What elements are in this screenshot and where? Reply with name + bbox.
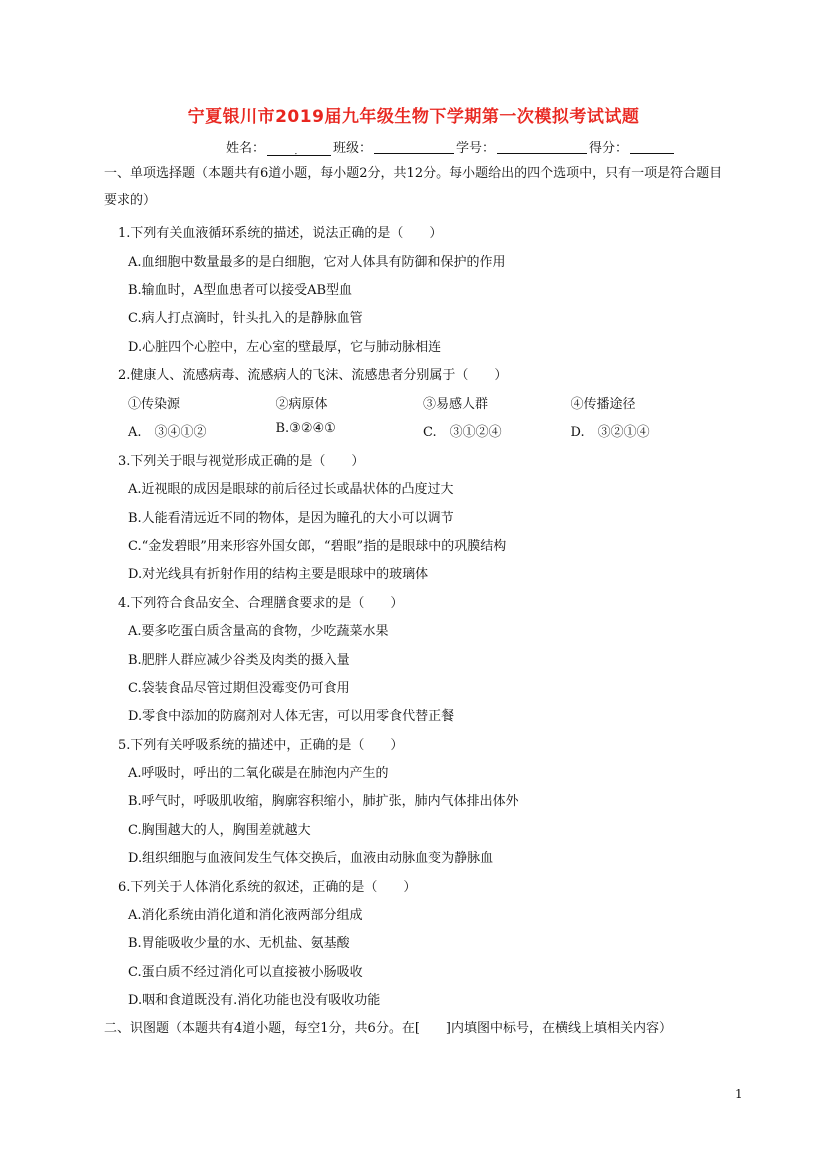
q4-option-a: A.要多吃蛋白质含量高的食物，少吃蔬菜水果 (128, 624, 389, 639)
q3-option-d: D.对光线具有折射作用的结构主要是眼球中的玻璃体 (128, 567, 429, 582)
q2-option-a: A. ③④①② (128, 425, 207, 440)
q2-item-2: ②病原体 (275, 397, 328, 412)
q6-stem: 6.下列关于人体消化系统的叙述，正确的是（ ） (118, 880, 417, 895)
q4-stem: 4.下列符合食品安全、合理膳食要求的是（ ） (118, 596, 404, 611)
name-blank-mark: ． (294, 147, 304, 157)
q5-option-a: A.呼吸时，呼出的二氧化碳是在肺泡内产生的 (128, 766, 389, 781)
section2-heading: 二、识图题（本题共有4道小题，每空1分，共6分。在[ ]内填图中标号，在横线上填相关内容） (104, 1021, 672, 1036)
section1-heading: 一、单项选择题（本题共有6道小题，每小题2分，共12分。每小题给出的四个选项中，只有一项是符合题目要求的） (104, 166, 723, 208)
name-blank[interactable] (267, 143, 331, 156)
q6-option-d: D.咽和食道既没有.消化功能也没有吸收功能 (128, 993, 381, 1008)
q5-stem: 5.下列有关呼吸系统的描述中，正确的是（ ） (118, 738, 404, 753)
q6-option-c: C.蛋白质不经过消化可以直接被小肠吸收 (128, 965, 363, 980)
q6-option-a: A.消化系统由消化道和消化液两部分组成 (128, 908, 363, 923)
q5-option-c: C.胸围越大的人，胸围差就越大 (128, 823, 311, 838)
q2-option-c: C. ③①②④ (423, 425, 502, 440)
q4-option-b: B.肥胖人群应减少谷类及肉类的摄入量 (128, 653, 350, 668)
q2-option-b: B.③②④① (275, 421, 336, 436)
q2-stem: 2.健康人、流感病毒、流感病人的飞沫、流感患者分别属于（ ） (118, 368, 508, 383)
number-blank[interactable] (497, 141, 587, 154)
q3-option-c: C.“金发碧眼”用来形容外国女郎，“碧眼”指的是眼球中的巩膜结构 (128, 539, 507, 554)
q1-stem: 1.下列有关血液循环系统的描述，说法正确的是（ ） (118, 226, 443, 241)
class-label: 班级： (333, 141, 373, 156)
score-blank[interactable] (630, 141, 674, 154)
page-title: 宁夏银川市2019届九年级生物下学期第一次模拟考试试题 (187, 107, 640, 127)
q1-option-d: D.心脏四个心腔中，左心室的壁最厚，它与肺动脉相连 (128, 340, 442, 355)
q6-option-b: B.胃能吸收少量的水、无机盐、氨基酸 (128, 936, 350, 951)
q1-option-b: B.输血时，A型血患者可以接受AB型血 (128, 283, 353, 298)
class-blank[interactable] (374, 141, 454, 154)
q1-option-c: C.病人打点滴时，针头扎入的是静脉血管 (128, 311, 363, 326)
page-number: 1 (735, 1087, 743, 1101)
q4-option-c: C.袋装食品尽管过期但没霉变仍可食用 (128, 681, 350, 696)
q3-option-a: A.近视眼的成因是眼球的前后径过长或晶状体的凸度过大 (128, 482, 454, 497)
q5-option-b: B.呼气时，呼吸肌收缩，胸廓容积缩小，肺扩张，肺内气体排出体外 (128, 794, 519, 809)
q2-item-4: ④传播途径 (570, 397, 636, 412)
q2-items-row (128, 393, 718, 412)
name-label: 姓名： (226, 141, 266, 156)
q3-stem: 3.下列关于眼与视觉形成正确的是（ ） (118, 454, 365, 469)
q2-options-row (128, 421, 718, 440)
q5-option-d: D.组织细胞与血液间发生气体交换后，血液由动脉血变为静脉血 (128, 851, 494, 866)
q3-option-b: B.人能看清远近不同的物体，是因为瞳孔的大小可以调节 (128, 511, 454, 526)
student-info-line (226, 137, 676, 156)
number-label: 学号： (456, 141, 496, 156)
q2-item-3: ③易感人群 (423, 397, 489, 412)
q2-option-d: D. ③②①④ (570, 425, 650, 440)
q1-option-a: A.血细胞中数量最多的是白细胞，它对人体具有防御和保护的作用 (128, 255, 506, 270)
q4-option-d: D.零食中添加的防腐剂对人体无害，可以用零食代替正餐 (128, 709, 455, 724)
score-label: 得分： (589, 141, 629, 156)
q2-item-1: ①传染源 (128, 397, 181, 412)
